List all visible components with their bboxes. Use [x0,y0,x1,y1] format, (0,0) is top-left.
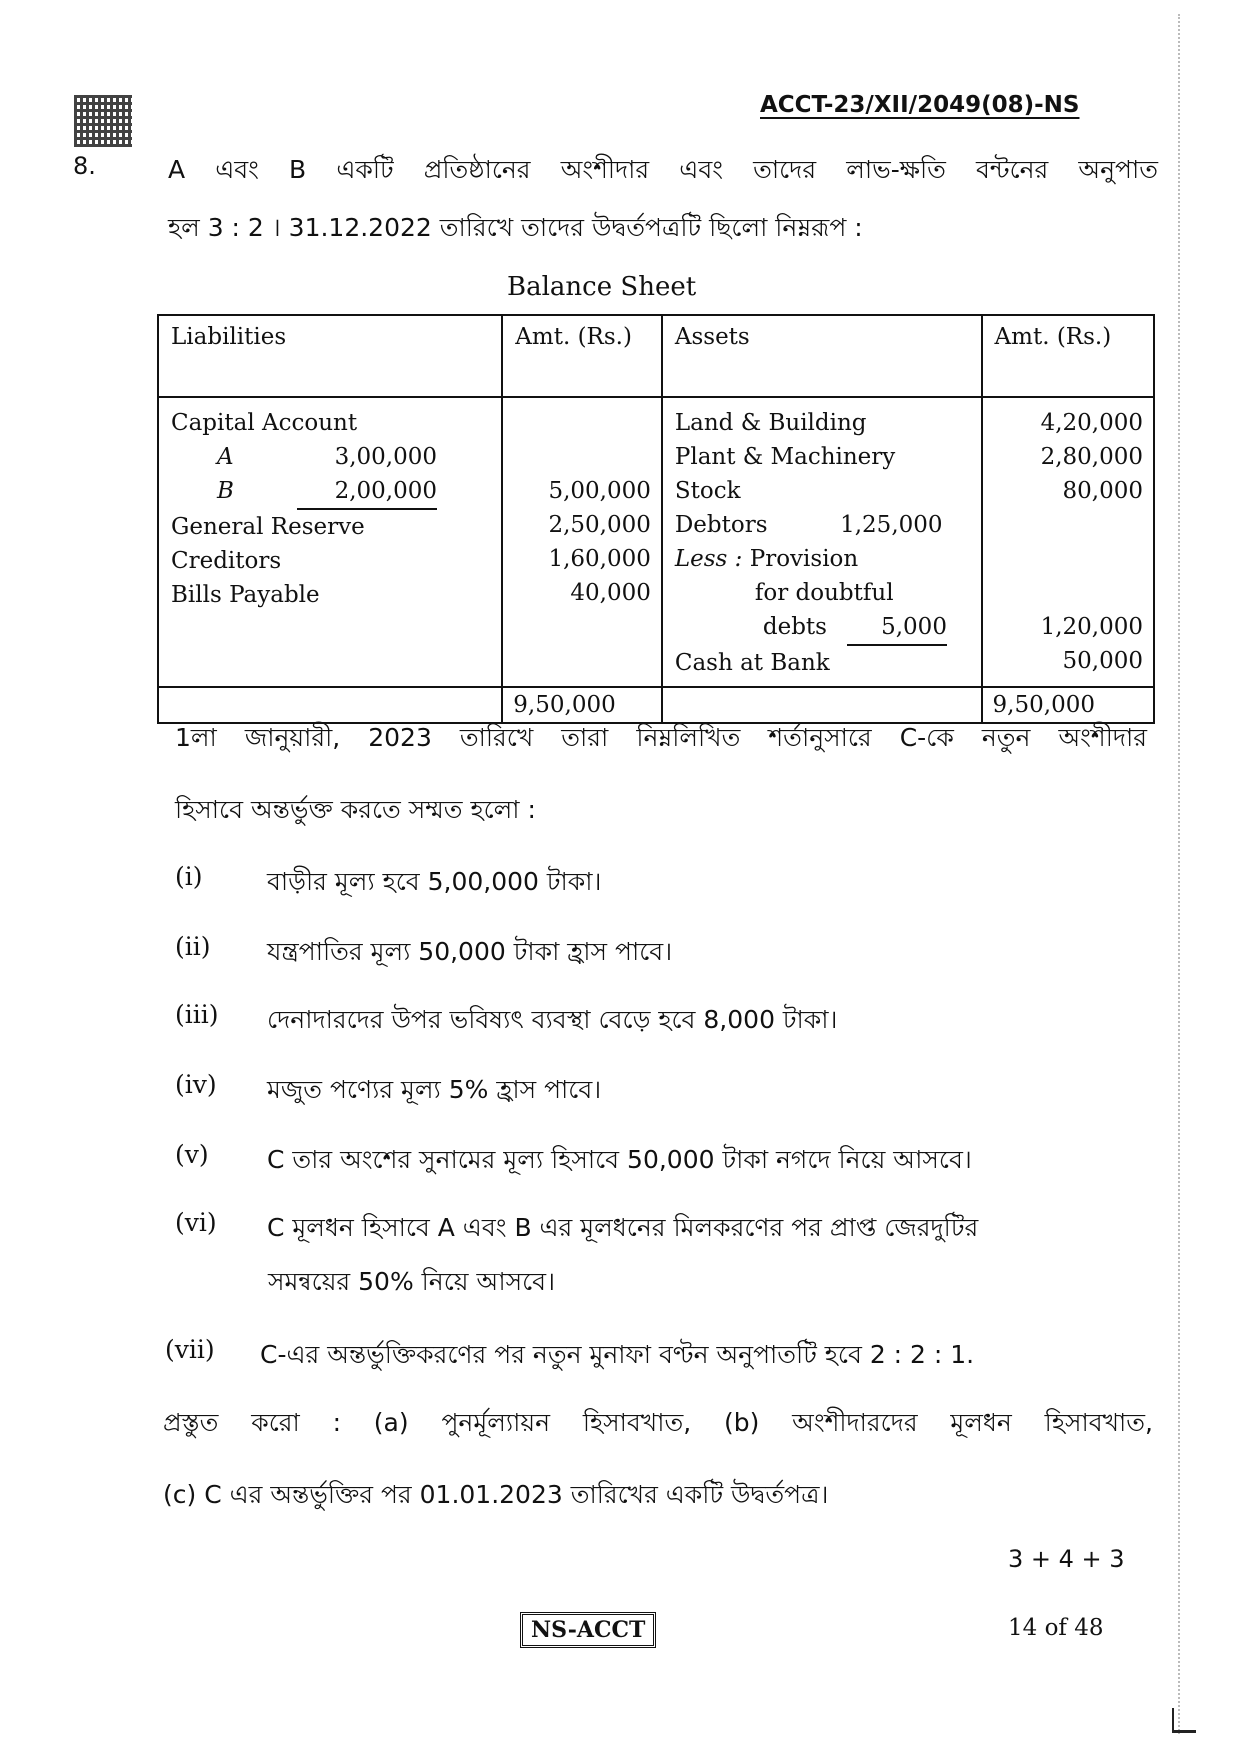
bills-payable-amt: 40,000 [570,580,651,606]
liab-amount-cell [502,397,662,687]
term-text: যন্ত্রপাতির মূল্য 50,000 টাকা হ্রাস পাবে। [267,937,673,966]
marks: 3 + 4 + 3 [1008,1545,1125,1573]
page-number: 14 of 48 [1008,1615,1104,1641]
qr-code [74,95,132,147]
term-text: C মূলধন হিসাবে A এবং B এর মূলধনের মিলকরণের পর প্রাপ্ত জেরদুটির [267,1213,979,1242]
balance-sheet-title: Balance Sheet [507,272,697,302]
capital-a-name: A [217,444,234,470]
cash-at-bank-amt: 50,000 [1062,648,1143,674]
term-number: (vii) [165,1335,215,1364]
term-text: বাড়ীর মূল্য হবে 5,00,000 টাকা। [267,867,602,896]
for-doubtful: for doubtful [754,580,894,606]
term-text: C-এর অন্তর্ভুক্তিকরণের পর নতুন মুনাফা বণ্টন অনুপাতটি হবে 2 : 2 : 1. [260,1340,975,1369]
terms-line-1: 1লা জানুয়ারী, 2023 তারিখে তারা নিম্নলিখিত শর্তানুসারে C-কে নতুন অংশীদার [175,723,1147,752]
capital-b-value: 2,00,000 [297,474,437,510]
debts-label: debts [762,614,827,640]
debtors-net: 1,20,000 [1040,614,1143,640]
provision-value: 5,000 [847,610,947,646]
capital-b-row [171,474,491,510]
capital-total: 5,00,000 [548,478,651,504]
creditors: Creditors [171,548,282,574]
page-edge-line [1178,14,1182,1734]
header-assets: Assets [662,315,982,397]
capital-a-row [171,440,491,474]
less-label: Less : [674,546,743,572]
term-text: দেনাদারদের উপর ভবিষ্যৎ ব্যবস্থা বেড়ে হবে 8,000 টাকা। [267,1005,838,1034]
corner-mark [1172,1708,1196,1733]
term-number: (i) [175,862,203,891]
paper-code: ACCT-23/XII/2049(08)-NS [760,92,1080,118]
capital-label: Capital Account [171,410,358,436]
bills-payable: Bills Payable [171,582,320,608]
land-building: Land & Building [674,410,867,436]
term-text: মজুত পণ্যের মূল্য 5% হ্রাস পাবে। [267,1075,602,1104]
general-reserve: General Reserve [171,514,365,540]
asset-total: 9,50,000 [982,687,1154,723]
prepare-line-2: (c) C এর অন্তর্ভুক্তির পর 01.01.2023 তারিখের একটি উদ্বর্তপত্র। [163,1480,829,1509]
header-liabilities: Liabilities [158,315,502,397]
term-text-continued: সমন্বয়ের 50% নিয়ে আসবে। [268,1267,556,1296]
term-number: (iv) [175,1070,217,1099]
creditors-amt: 1,60,000 [548,546,651,572]
header-asset-amt: Amt. (Rs.) [982,315,1154,397]
assets-cell [662,397,982,687]
intro-line-2: হল 3 : 2 । 31.12.2022 তারিখে তাদের উদ্বর্তপত্রটি ছিলো নিম্নরূপ : [168,213,863,242]
term-number: (ii) [175,932,211,961]
liab-total: 9,50,000 [502,687,662,723]
plant-machinery: Plant & Machinery [674,444,896,470]
stock-amt: 80,000 [1062,478,1143,504]
header-liab-amt: Amt. (Rs.) [502,315,662,397]
term-number: (iii) [175,1000,219,1029]
plant-machinery-amt: 2,80,000 [1040,444,1143,470]
capital-b-name: B [217,478,234,504]
cash-at-bank: Cash at Bank [674,650,830,676]
term-number: (v) [175,1140,209,1169]
debtors-value: 1,25,000 [840,512,943,538]
intro-line-1: A এবং B একটি প্রতিষ্ঠানের অংশীদার এবং তাদের লাভ-ক্ষতি বন্টনের অনুপাত [168,155,1158,184]
stock: Stock [674,478,741,504]
general-reserve-amt: 2,50,000 [548,512,651,538]
capital-a-value: 3,00,000 [334,444,437,470]
footer-code-box: NS-ACCT [520,1612,656,1648]
provision-label: Provision [749,546,859,572]
liabilities-cell [158,397,502,687]
asset-amount-cell [982,397,1154,687]
balance-sheet-table [157,314,1155,724]
question-number: 8. [73,152,96,180]
term-text: C তার অংশের সুনামের মূল্য হিসাবে 50,000 টাকা নগদে নিয়ে আসবে। [267,1145,972,1174]
land-building-amt: 4,20,000 [1040,410,1143,436]
provision-row [675,542,971,576]
term-number: (vi) [175,1208,217,1237]
debts-row [675,610,971,646]
debtors-label: Debtors [674,512,768,538]
terms-line-2: হিসাবে অন্তর্ভুক্ত করতে সম্মত হলো : [175,795,536,824]
prepare-line-1: প্রস্তুত করো : (a) পুনর্মূল্যায়ন হিসাবখাত, (b) অংশীদারদের মূলধন হিসাবখাত, [163,1408,1153,1437]
debtors-row [675,508,971,542]
